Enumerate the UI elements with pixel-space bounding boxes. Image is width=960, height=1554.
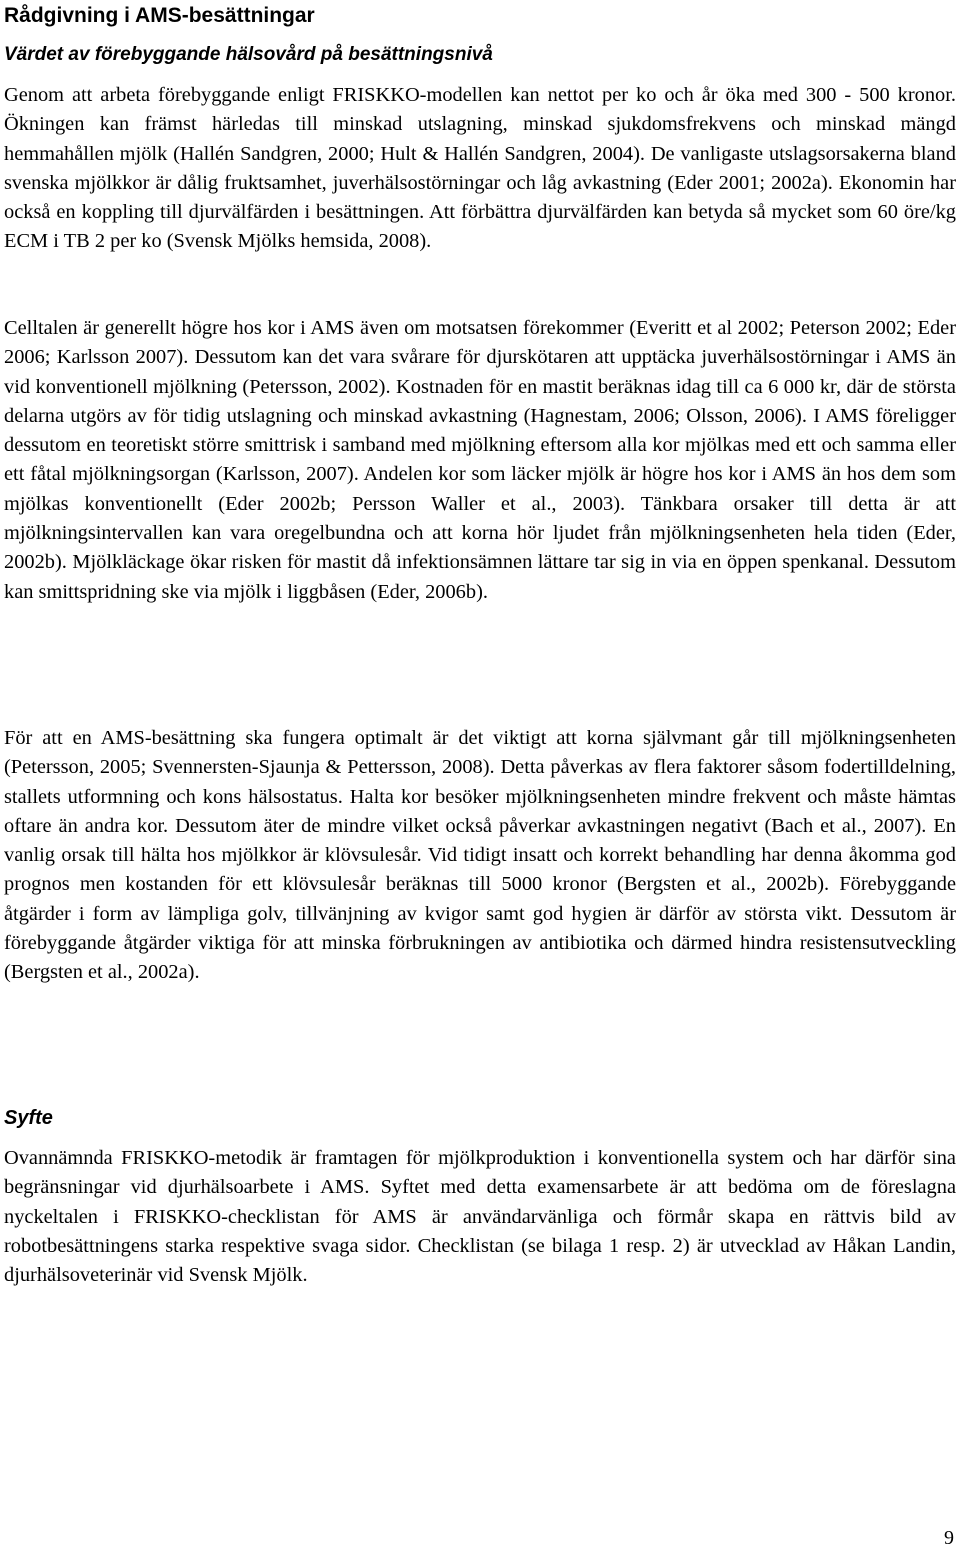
paragraph-cell-counts: Celltalen är generellt högre hos kor i AMS även om motsatsen förekommer (Everitt et al 2002; Peterson 2002; Eder 2006; Karlsson 2007). Dessutom kan det vara svårare för djurskötaren att upptäcka juverhälsostörningar i AMS än vid konventionell mjölkning (Petersson, 2002). Kostnaden för en mastit beräknas idag till ca 6 000 kr, där de största delarna utgörs av för tidig utslagning och minskad avkastning (Hagnestam, 2006; Olsson, 2006). I AMS föreligger dessutom en teoretiskt större smittrisk i samband med mjölkning eftersom alla kor mjölkas med ett och samma eller ett fåtal mjölkningsorgan (Karlsson, 2007). Andelen kor som läcker mjölk är högre hos kor i AMS än hos dem som mjölkas konventionellt (Eder 2002b; Persson Waller et al., 2003). Tänkbara orsaker till detta är att mjölkningsintervallen kan vara oregelbundna och att korna hör ljudet från mjölkningsenheten hela tiden (Eder, 2002b). Mjölkläckage ökar risken för mastit då infektionsämnen lättare tar sig in via en öppen spenkanal. Dessutom kan smittspridning ske via mjölk i liggbåsen (Eder, 2006b).	[4, 317, 956, 603]
section-heading-syfte: Syfte	[4, 1107, 53, 1129]
page-number: 9	[944, 1527, 954, 1549]
paragraph-syfte: Ovannämnda FRISKKO-metodik är framtagen för mjölkproduktion i konventionella system och har därför sina begränsningar vid djurhälsoarbete i AMS. Syftet med detta examensarbete är att bedöma om de föreslagna nyckeltalen i FRISKKO-checklistan för AMS är användarvänliga och förmår skapa en rättvis bild av robotbesättningens starka respektive svaga sidor. Checklistan (se bilaga 1 resp. 2) är utvecklad av Håkan Landin, djurhälsoveterinär vid Svensk Mjölk.	[4, 1147, 956, 1287]
paragraph-preventive-value: Genom att arbeta förebyggande enligt FRISKKO-modellen kan nettot per ko och år öka med 300 - 500 kronor. Ökningen kan främst härledas till minskad utslagning, minskad sjukdomsfrekvens och minskad mängd hemmahållen mjölk (Hallén Sandgren, 2000; Hult & Hallén Sandgren, 2004). De vanligaste utslagsorsakerna bland svenska mjölkkor är dålig fruktsamhet, juverhälsostörningar och låg avkastning (Eder 2001; 2002a). Ekonomin har också en koppling till djurvälfärden i besättningen. Att förbättra djurvälfärden kan betyda så mycket som 60 öre/kg ECM i TB 2 per ko (Svensk Mjölks hemsida, 2008).	[4, 84, 956, 253]
subheading: Värdet av förebyggande hälsovård på besättningsnivå	[4, 44, 493, 65]
page-heading: Rådgivning i AMS-besättningar	[4, 4, 315, 27]
paragraph-ams-function: För att en AMS-besättning ska fungera optimalt är det viktigt att korna självmant går till mjölkningsenheten (Petersson, 2005; Svennersten-Sjaunja & Pettersson, 2008). Detta påverkas av flera faktorer såsom fodertilldelning, stallets utformning och kons hälsostatus. Halta kor besöker mjölkningsenheten mindre frekvent och måste hämtas oftare än andra kor. Dessutom äter de mindre vilket också påverkar avkastningen negativt (Bach et al., 2007). En vanlig orsak till hälta hos mjölkkor är klövsulesår. Vid tidigt insatt och korrekt behandling har denna åkomma god prognos men kostanden för ett klövsulesår beräknas till 5000 kronor (Bergsten et al., 2002b). Förebyggande åtgärder i form av lämpliga golv, tillvänjning av kvigor samt god hygien är därför av största vikt. Dessutom är förebyggande åtgärder viktiga för att minska förbrukningen av antibiotika och därmed hindra resistensutveckling (Bergsten et al., 2002a).	[4, 727, 956, 984]
